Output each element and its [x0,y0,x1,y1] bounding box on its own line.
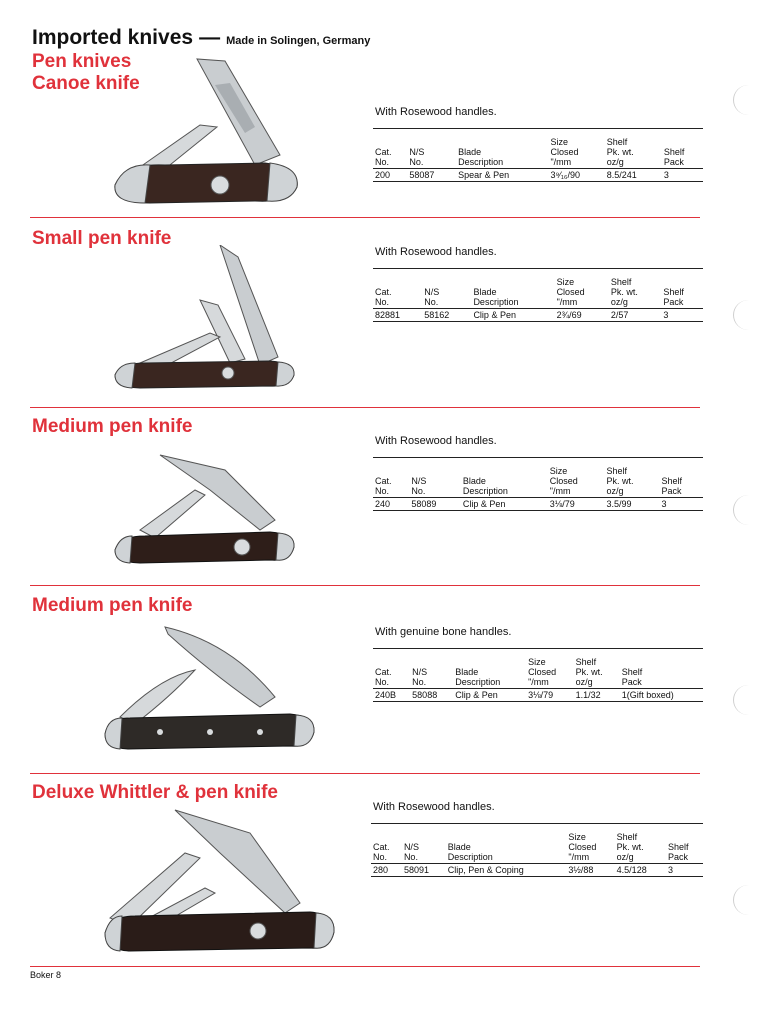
col-size: Size Closed "/mm [556,277,585,307]
col-cat: Cat. No. [375,147,392,167]
col-size: Size Closed "/mm [550,137,579,167]
table-row [373,689,703,702]
cell-size: 3⅛/79 [548,498,605,511]
cell-pack: 3 [666,864,703,877]
cell-pack: 3 [659,498,703,511]
title-dash: — [199,26,221,49]
cell-cat: 82881 [373,309,422,322]
cell-size: 3⅛/79 [526,689,574,702]
section-title-medium-pen-bone: Medium pen knife [32,595,193,616]
col-ns: N/S No. [412,667,428,687]
page-number: Boker 8 [30,970,62,980]
cell-weight: 3.5/99 [605,498,660,511]
col-weight: Shelf Pk. wt. oz/g [616,832,644,862]
cell-blade: Spear & Pen [456,169,548,182]
table-row [373,169,703,182]
deluxe-whittler-knife-image [100,808,340,958]
section-divider [30,407,700,408]
catalog-title: Imported knives [32,26,194,49]
cell-size: 2¾/69 [555,309,609,322]
col-pack: Shelf Pack [661,476,682,496]
cell-pack: 3 [661,309,703,322]
medium-pen-bone-knife-image [100,622,320,757]
handle-note-medium-pen: With Rosewood handles. [375,435,497,447]
col-pack: Shelf Pack [621,667,643,687]
col-pack: Shelf Pack [667,842,689,862]
cell-weight: 8.5/241 [605,169,662,182]
section-title-medium-pen: Medium pen knife [32,416,193,437]
cell-ns: 58162 [422,309,471,322]
cell-weight: 1.1/32 [574,689,620,702]
medium-pen-knife-image [110,450,300,575]
col-pack: Shelf Pack [663,287,684,307]
col-blade: Blade Description [458,147,504,167]
col-ns: N/S No. [411,476,427,496]
cell-size: 3⁹⁄₁₆/90 [548,169,604,182]
canoe-knife-image [105,55,305,205]
section-title-deluxe-whittler: Deluxe Whittler & pen knife [32,782,278,803]
spec-table-canoe [373,128,703,182]
section-divider [30,585,700,586]
cell-pack: 1(Gift boxed) [620,689,703,702]
col-pack: Shelf Pack [663,147,685,167]
binder-hole-mark [733,85,764,115]
spec-table-small-pen [373,268,703,322]
col-ns: N/S No. [403,842,419,862]
col-blade: Blade Description [462,476,508,496]
col-size: Size Closed "/mm [568,832,597,862]
col-weight: Shelf Pk. wt. oz/g [610,277,638,307]
section-divider [30,966,700,967]
handle-note-medium-pen-bone: With genuine bone handles. [375,626,512,638]
cell-blade: Clip & Pen [461,498,548,511]
section-divider [30,217,700,218]
handle-note-canoe: With Rosewood handles. [375,106,497,118]
cell-size: 3½/88 [566,864,614,877]
spec-table-deluxe-whittler [371,823,703,877]
cell-blade: Clip & Pen [471,309,554,322]
cell-pack: 3 [662,169,703,182]
cell-blade: Clip, Pen & Coping [446,864,567,877]
catalog-subtitle: Made in Solingen, Germany [226,35,371,47]
cell-cat: 280 [371,864,402,877]
page-title [32,26,370,50]
col-weight: Shelf Pk. wt. oz/g [575,657,603,687]
handle-note-small-pen: With Rosewood handles. [375,246,497,258]
binder-hole-mark [733,495,764,525]
col-weight: Shelf Pk. wt. oz/g [606,137,634,167]
cell-cat: 240B [373,689,410,702]
cell-cat: 200 [373,169,407,182]
cell-ns: 58091 [402,864,446,877]
table-row [373,498,703,511]
section-title-small-pen: Small pen knife [32,228,172,249]
cell-blade: Clip & Pen [453,689,526,702]
category-heading: Pen knives [32,51,132,72]
binder-hole-mark [733,685,764,715]
cell-weight: 2/57 [609,309,662,322]
col-ns: N/S No. [424,287,440,307]
col-size: Size Closed "/mm [528,657,557,687]
cell-ns: 58088 [410,689,453,702]
small-pen-knife-image [110,245,300,395]
col-cat: Cat. No. [375,476,392,496]
col-weight: Shelf Pk. wt. oz/g [606,466,634,496]
table-row [371,864,703,877]
binder-hole-mark [733,300,764,330]
section-title-canoe: Canoe knife [32,73,140,94]
cell-weight: 4.5/128 [615,864,666,877]
col-cat: Cat. No. [373,842,390,862]
spec-table-medium-pen-bone [373,648,703,702]
col-cat: Cat. No. [375,667,392,687]
handle-note-deluxe-whittler: With Rosewood handles. [373,801,495,813]
col-blade: Blade Description [447,842,493,862]
section-divider [30,773,700,774]
col-size: Size Closed "/mm [549,466,578,496]
table-row [373,309,703,322]
spec-table-medium-pen [373,457,703,511]
col-cat: Cat. No. [375,287,392,307]
col-blade: Blade Description [473,287,519,307]
binder-hole-mark [733,885,764,915]
cell-ns: 58089 [409,498,460,511]
cell-ns: 58087 [407,169,456,182]
col-blade: Blade Description [455,667,501,687]
col-ns: N/S No. [409,147,425,167]
cell-cat: 240 [373,498,409,511]
